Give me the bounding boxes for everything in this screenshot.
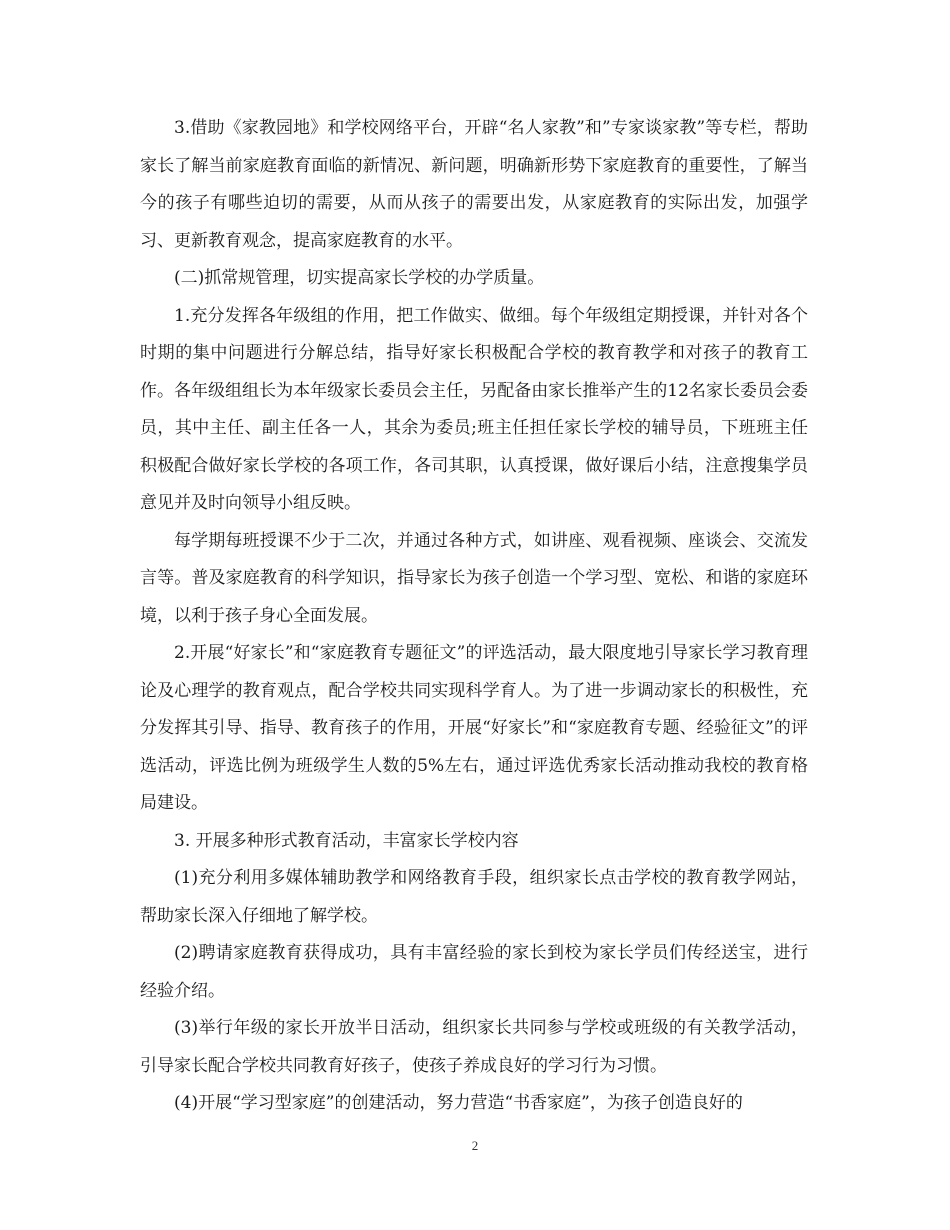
paragraph-7: (1)充分利用多媒体辅助教学和网络教育手段，组织家长点击学校的教育教学网站，帮助家长深入仔细地了解学校。: [140, 868, 808, 926]
paragraph-10: (4)开展“学习型家庭”的创建活动，努力营造“书香家庭”，为孩子创造良好的: [174, 1093, 743, 1113]
paragraph-8: (2)聘请家庭教育获得成功，具有丰富经验的家长到校为家长学员们传经送宝，进行经验介绍。: [140, 943, 808, 1001]
paragraph-2: (二)抓常规管理，切实提高家长学校的办学质量。: [174, 268, 545, 288]
page-number: 2: [471, 1138, 479, 1153]
paragraph-1: 3.借助《家教园地》和学校网络平台，开辟“名人家教”和”专家谈家教”等专栏，帮助家长了解当前家庭教育面临的新情况、新问题，明确新形势下家庭教育的重要性，了解当今的孩子有哪些迫切的需要，从而从孩子的需要出发，从家庭教育的实际出发，加强学习、更新教育观念，提高家庭教育的水平。: [140, 118, 808, 251]
paragraph-9: (3)举行年级的家长开放半日活动，组织家长共同参与学校或班级的有关教学活动，引导家长配合学校共同教育好孩子，使孩子养成良好的学习行为习惯。: [140, 1018, 808, 1076]
body-text: [140, 110, 808, 1123]
paragraph-6: 3. 开展多种形式教育活动，丰富家长学校内容: [174, 830, 519, 851]
paragraph-4: 每学期每班授课不少于二次，并通过各种方式，如讲座、观看视频、座谈会、交流发言等。普及家庭教育的科学知识，指导家长为孩子创造一个学习型、宽松、和谐的家庭环境，以利于孩子身心全面发展。: [140, 530, 808, 626]
paragraph-5: 2.开展“好家长”和“家庭教育专题征文”的评选活动，最大限度地引导家长学习教育理论及心理学的教育观点，配合学校共同实现科学育人。为了进一步调动家长的积极性，充分发挥其引导、指导、教育孩子的作用，开展“好家长”和“家庭教育专题、经验征文”的评选活动，评选比例为班级学生人数的5%左右，通过评选优秀家长活动推动我校的教育格局建设。: [140, 643, 808, 813]
paragraph-3: 1.充分发挥各年级组的作用，把工作做实、做细。每个年级组定期授课，并针对各个时期的集中问题进行分解总结，指导好家长积极配合学校的教育教学和对孩子的教育工作。各年级组组长为本年级家长委员会主任，另配备由家长推举产生的12名家长委员会委员，其中主任、副主任各一人，其余为委员;班主任担任家长学校的辅导员，下班班主任积极配合做好家长学校的各项工作，各司其职，认真授课，做好课后小结，注意搜集学员意见并及时向领导小组反映。: [140, 305, 808, 513]
